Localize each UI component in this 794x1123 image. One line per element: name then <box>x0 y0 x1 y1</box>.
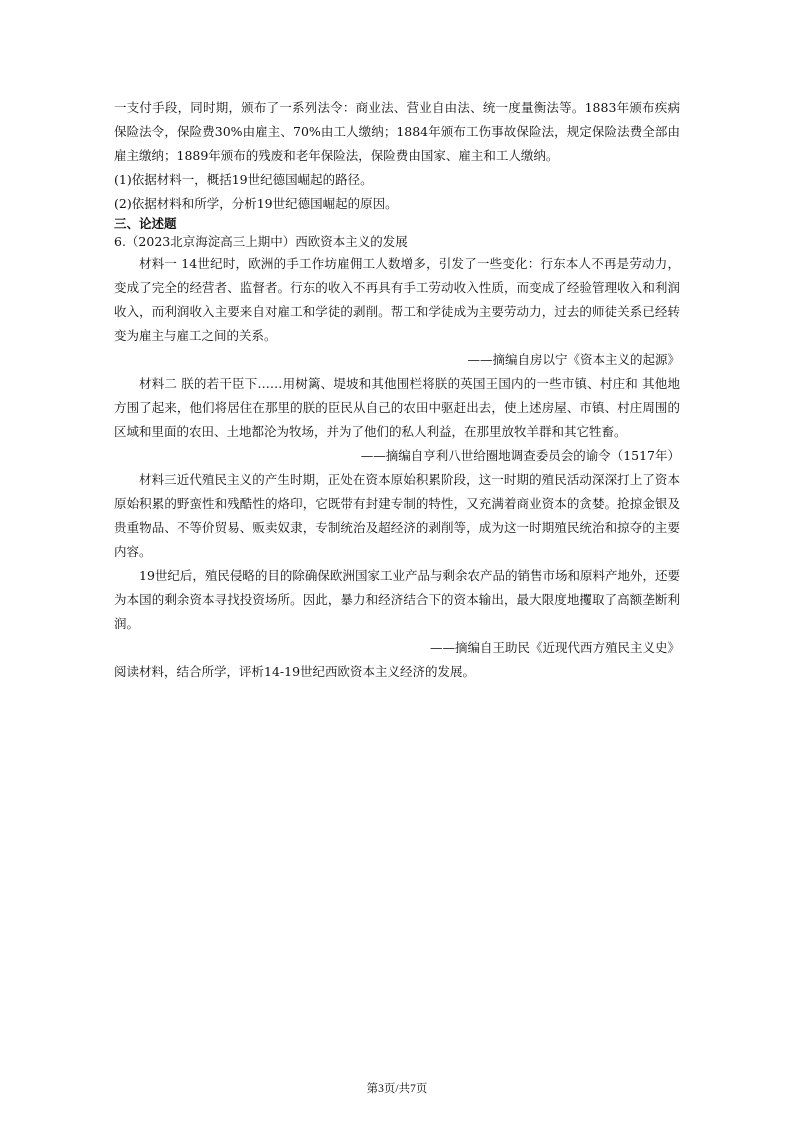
problem-title: 6.（2023北京海淀高三上期中）西欧资本主义的发展 <box>114 234 408 249</box>
material-2-source: ——摘编自亨利八世给圈地调查委员会的谕令（1517年） <box>360 448 680 463</box>
page-number: 第3页/共7页 <box>366 1083 428 1095</box>
page-content <box>114 96 680 684</box>
material-2: 材料二 朕的若干臣下……用树篱、堤坡和其他围栏将朕的英国王国内的一些市镇、村庄和 其他地方围了起来，他们将居住在那里的朕的臣民从自己的农田中驱赶出去，使上述房屋、市镇、村庄周围的区域和里面的农田、土地都沦为牧场，并为了他们的私人利益，在那里放牧羊群和其它牲畜。 <box>114 376 680 439</box>
section-title: 三、论述题 <box>114 216 177 231</box>
intro-paragraph: 一支付手段，同时期，颁布了一系列法令：商业法、营业自由法、统一度量衡法等。1883年颁布疾病保险法令，保险费30%由雇主、70%由工人缴纳；1884年颁布工伤事故保险法，规定保险法费全部由雇主缴纳；1889年颁布的残废和老年保险法，保险费由国家、雇主和工人缴纳。 <box>114 100 680 163</box>
task-prompt: 阅读材料，结合所学，评析14-19世纪西欧资本主义经济的发展。 <box>114 664 476 679</box>
material-3-source: ——摘编自王助民《近现代西方殖民主义史》 <box>429 640 680 655</box>
material-3-part-1: 材料三近代殖民主义的产生时期，正处在资本原始积累阶段，这一时期的殖民活动深深打上了资本原始积累的野蛮性和残酷性的烙印，它既带有封建专制的特性，又充满着商业资本的贪婪。抢掠金银及贵重物品、不等价贸易、贩卖奴隶，专制统治及超经济的剥削等，成为这一时期殖民统治和掠夺的主要内容。 <box>114 472 680 559</box>
material-1-source: ——摘编自房以宁《资本主义的起源》 <box>467 352 680 367</box>
material-1: 材料一 14世纪时，欧洲的手工作坊雇佣工人数增多，引发了一些变化：行东本人不再是劳动力，变成了完全的经营者、监督者。行东的收入不再具有手工劳动收入性质，而变成了经验管理收入和利润收入，而利润收入主要来自对雇工和学徒的剥削。帮工和学徒成为主要劳动力，过去的师徒关系已经转变为雇主与雇工之间的关系。 <box>114 256 680 343</box>
material-3-part-2: 19世纪后，殖民侵略的目的除确保欧洲国家工业产品与剩余农产品的销售市场和原料产地外，还要为本国的剩余资本寻找投资场所。因此，暴力和经济结合下的资本输出，最大限度地攫取了高额垄断利润。 <box>114 568 680 631</box>
question-2: (2)依据材料和所学，分析19世纪德国崛起的原因。 <box>114 196 398 211</box>
question-1: (1)依据材料一，概括19世纪德国崛起的路径。 <box>114 172 373 187</box>
